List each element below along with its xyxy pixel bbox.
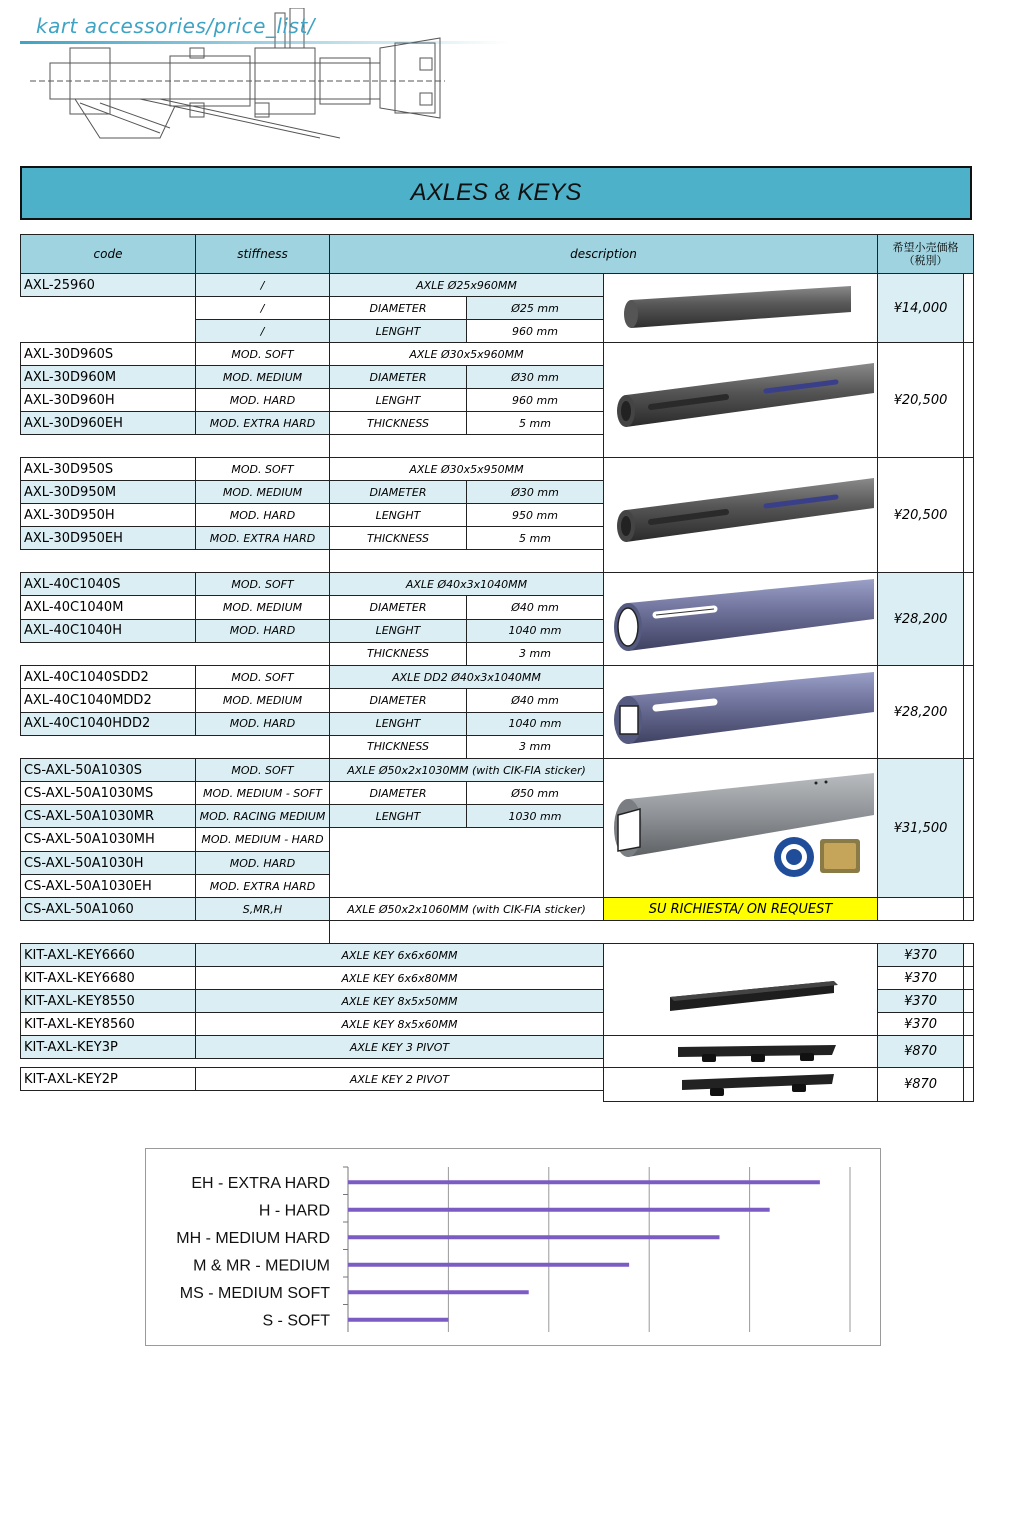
product-code: AXL-40C1040H — [21, 619, 196, 642]
axle-25-icon — [611, 278, 871, 338]
description: AXLE Ø30x5x950MM — [330, 458, 604, 481]
description: AXLE KEY 8x5x60MM — [196, 1013, 604, 1036]
product-code: AXL-25960 — [21, 274, 196, 297]
stiffness: S,MR,H — [196, 898, 330, 921]
category-label: H - HARD — [258, 1202, 330, 1220]
product-code: CS-AXL-50A1030MH — [21, 828, 196, 852]
product-code: CS-AXL-50A1030S — [21, 759, 196, 782]
spec-label: THICKNESS — [330, 642, 467, 665]
product-code: AXL-40C1040S — [21, 573, 196, 596]
description: AXLE KEY 6x6x60MM — [196, 944, 604, 967]
stiffness: MOD. HARD — [196, 389, 330, 412]
axle-image — [604, 759, 878, 898]
category-label: S - SOFT — [262, 1312, 330, 1330]
bar — [348, 1180, 820, 1184]
bar — [348, 1208, 770, 1212]
axle-50-icon — [606, 759, 876, 897]
stiffness: / — [196, 274, 330, 297]
stiffness: MOD. MEDIUM - SOFT — [196, 782, 330, 805]
axle-30-slotted-icon — [606, 345, 876, 455]
key-image — [604, 944, 878, 1036]
description: AXLE Ø30x5x960MM — [330, 343, 604, 366]
stiffness: MOD. EXTRA HARD — [196, 412, 330, 435]
axle-key-icon — [606, 945, 876, 1035]
col-header-description: description — [330, 235, 878, 274]
stiffness: MOD. MEDIUM — [196, 366, 330, 389]
product-code: AXL-30D960H — [21, 389, 196, 412]
product-code: AXL-40C1040SDD2 — [21, 666, 196, 689]
price: ¥31,500 — [878, 759, 964, 898]
spec-value: 3 mm — [467, 642, 604, 665]
product-code: AXL-30D960S — [21, 343, 196, 366]
spec-value: 950 mm — [467, 504, 604, 527]
description: AXLE KEY 2 PIVOT — [196, 1068, 604, 1091]
price: ¥870 — [878, 1036, 964, 1068]
stiffness: MOD. HARD — [196, 852, 330, 875]
stiffness: MOD. MEDIUM - HARD — [196, 828, 330, 852]
description: AXLE KEY 6x6x80MM — [196, 967, 604, 990]
stiffness: MOD. HARD — [196, 504, 330, 527]
price: ¥20,500 — [878, 458, 964, 573]
stiffness: MOD. SOFT — [196, 343, 330, 366]
axle-30-slotted-icon — [606, 460, 876, 570]
category-label: M & MR - MEDIUM — [193, 1257, 330, 1275]
spec-value: 3 mm — [467, 735, 604, 758]
page-title: kart accessories/price_list/ — [36, 14, 316, 38]
on-request-badge: SU RICHIESTA/ ON REQUEST — [604, 898, 878, 921]
product-code: KIT-AXL-KEY6680 — [21, 967, 196, 990]
stiffness: MOD. RACING MEDIUM — [196, 805, 330, 828]
price: ¥28,200 — [878, 573, 964, 666]
axle-image — [604, 458, 878, 573]
spec-value: 1040 mm — [467, 712, 604, 735]
product-code: AXL-40C1040HDD2 — [21, 712, 196, 735]
stiffness: MOD. SOFT — [196, 759, 330, 782]
spec-value: Ø40 mm — [467, 689, 604, 712]
spec-value: Ø40 mm — [467, 596, 604, 619]
price: ¥370 — [878, 990, 964, 1013]
price-table — [20, 234, 974, 1102]
product-code: CS-AXL-50A1030EH — [21, 875, 196, 898]
axle-40-icon — [606, 573, 876, 665]
spec-value: Ø50 mm — [467, 782, 604, 805]
stiffness: MOD. SOFT — [196, 573, 330, 596]
stiffness: / — [196, 320, 330, 343]
key-image — [604, 1068, 878, 1102]
spec-label: LENGHT — [330, 619, 467, 642]
product-code: KIT-AXL-KEY3P — [21, 1036, 196, 1059]
description: AXLE DD2 Ø40x3x1040MM — [330, 666, 604, 689]
description: AXLE Ø40x3x1040MM — [330, 573, 604, 596]
spec-value: Ø25 mm — [467, 297, 604, 320]
spec-label: THICKNESS — [330, 735, 467, 758]
product-code: CS-AXL-50A1030H — [21, 852, 196, 875]
price: ¥370 — [878, 944, 964, 967]
spec-label: LENGHT — [330, 320, 467, 343]
description: AXLE Ø25x960MM — [330, 274, 604, 297]
product-code: KIT-AXL-KEY2P — [21, 1068, 196, 1091]
spec-value: Ø30 mm — [467, 481, 604, 504]
col-header-price: 希望小売価格 （税別） — [878, 235, 974, 274]
stiffness: MOD. MEDIUM — [196, 481, 330, 504]
spec-label: THICKNESS — [330, 527, 467, 550]
bar — [348, 1263, 629, 1267]
product-code: AXL-30D950M — [21, 481, 196, 504]
spec-label: LENGHT — [330, 805, 467, 828]
spec-label: LENGHT — [330, 389, 467, 412]
stiffness: MOD. EXTRA HARD — [196, 875, 330, 898]
category-label: MS - MEDIUM SOFT — [179, 1284, 330, 1302]
axle-image — [604, 343, 878, 458]
description: AXLE KEY 8x5x50MM — [196, 990, 604, 1013]
bar — [348, 1318, 448, 1322]
key-image — [604, 1036, 878, 1068]
stiffness: MOD. HARD — [196, 712, 330, 735]
axle-image — [604, 666, 878, 759]
spec-label: DIAMETER — [330, 481, 467, 504]
product-code: AXL-40C1040MDD2 — [21, 689, 196, 712]
spec-value: 5 mm — [467, 527, 604, 550]
stiffness: / — [196, 297, 330, 320]
stiffness: MOD. SOFT — [196, 666, 330, 689]
spec-label: DIAMETER — [330, 689, 467, 712]
price: ¥14,000 — [878, 274, 964, 343]
description: AXLE Ø50x2x1060MM (with CIK-FIA sticker) — [330, 898, 604, 921]
price: ¥370 — [878, 1013, 964, 1036]
product-code: AXL-30D950S — [21, 458, 196, 481]
axle-40-dd2-icon — [606, 666, 876, 758]
product-code: CS-AXL-50A1030MR — [21, 805, 196, 828]
bar — [348, 1235, 719, 1239]
spec-label: DIAMETER — [330, 297, 467, 320]
spec-label: THICKNESS — [330, 412, 467, 435]
col-header-code: code — [21, 235, 196, 274]
header-underline — [20, 41, 510, 44]
product-code: AXL-30D960EH — [21, 412, 196, 435]
price: ¥28,200 — [878, 666, 964, 759]
axle-key-3-pivot-icon — [606, 1037, 876, 1067]
product-code: KIT-AXL-KEY6660 — [21, 944, 196, 967]
stiffness-chart — [145, 1148, 881, 1346]
product-code: AXL-30D950EH — [21, 527, 196, 550]
spec-value: 1030 mm — [467, 805, 604, 828]
stiffness: MOD. MEDIUM — [196, 689, 330, 712]
product-code: KIT-AXL-KEY8550 — [21, 990, 196, 1013]
col-header-stiffness: stiffness — [196, 235, 330, 274]
stiffness: MOD. HARD — [196, 619, 330, 642]
section-banner — [20, 166, 972, 220]
bar — [348, 1290, 529, 1294]
description: AXLE KEY 3 PIVOT — [196, 1036, 604, 1059]
spec-value: Ø30 mm — [467, 366, 604, 389]
spec-label: LENGHT — [330, 712, 467, 735]
product-code: CS-AXL-50A1060 — [21, 898, 196, 921]
price: ¥20,500 — [878, 343, 964, 458]
description: AXLE Ø50x2x1030MM (with CIK-FIA sticker) — [330, 759, 604, 782]
stiffness: MOD. SOFT — [196, 458, 330, 481]
category-label: MH - MEDIUM HARD — [176, 1229, 330, 1247]
spec-value: 960 mm — [467, 389, 604, 412]
spec-label: LENGHT — [330, 504, 467, 527]
spec-label: DIAMETER — [330, 596, 467, 619]
axle-image — [604, 573, 878, 666]
product-code: AXL-40C1040M — [21, 596, 196, 619]
spec-value: 960 mm — [467, 320, 604, 343]
product-code: AXL-30D950H — [21, 504, 196, 527]
product-code: KIT-AXL-KEY8560 — [21, 1013, 196, 1036]
spec-value: 5 mm — [467, 412, 604, 435]
axle-image — [604, 274, 878, 343]
category-label: EH - EXTRA HARD — [191, 1174, 330, 1192]
product-code: CS-AXL-50A1030MS — [21, 782, 196, 805]
spec-label: DIAMETER — [330, 366, 467, 389]
stiffness: MOD. MEDIUM — [196, 596, 330, 619]
product-code: AXL-30D960M — [21, 366, 196, 389]
spec-label: DIAMETER — [330, 782, 467, 805]
stiffness: MOD. EXTRA HARD — [196, 527, 330, 550]
axle-key-2-pivot-icon — [606, 1068, 876, 1100]
price: ¥870 — [878, 1068, 964, 1102]
spec-value: 1040 mm — [467, 619, 604, 642]
section-title: AXLES & KEYS — [410, 179, 582, 206]
price: ¥370 — [878, 967, 964, 990]
stiffness-chart-svg — [146, 1149, 880, 1345]
